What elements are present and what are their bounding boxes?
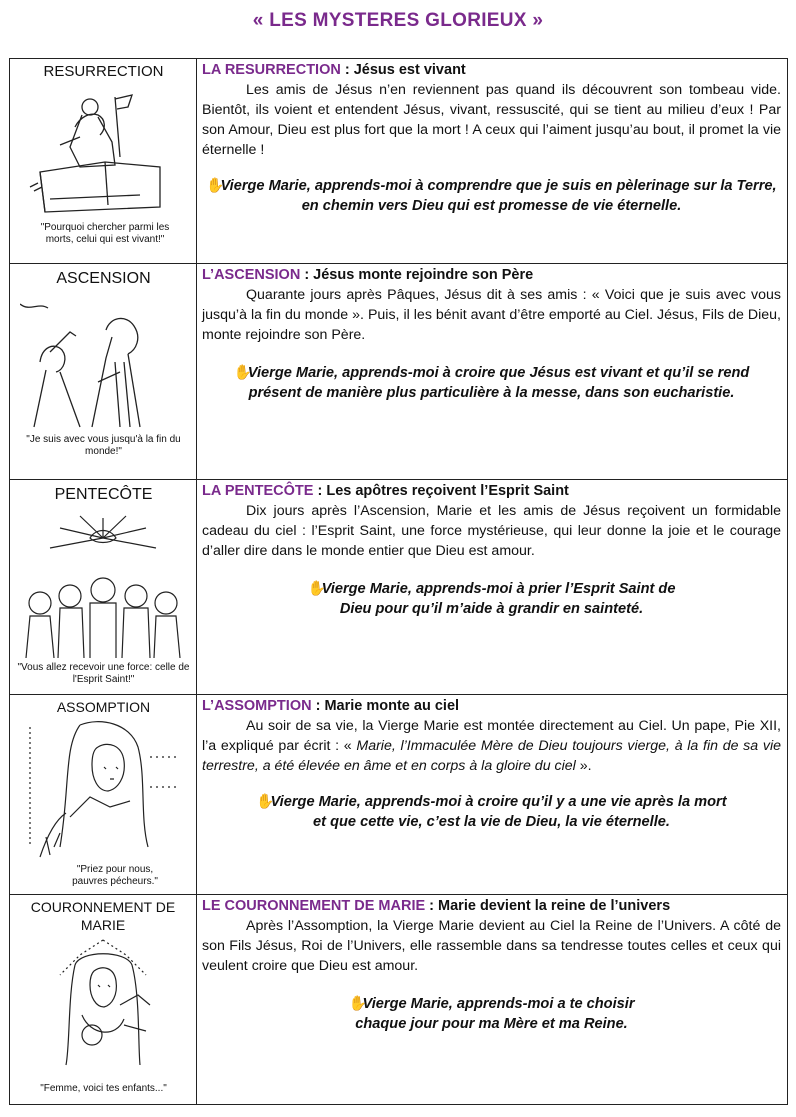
praying-hands-icon: ✋	[348, 996, 367, 1012]
pentecost-illustration	[20, 508, 187, 658]
body-plain: Au soir de sa vie, la Vierge Marie est montée directement au Ciel. Un pape, Pie XII, l’a expliqué par écrit : «	[202, 718, 781, 754]
image-caption: "Femme, voici tes enfants..."	[40, 1083, 167, 1094]
mystery-body: Après l’Assomption, la Vierge Marie devient au Ciel la Reine de l’Univers. A côté de son Fils Jésus, Roi de l’Univers, elle rassemble dans sa tendresse toutes celles et ceux qui veulent croire que Dieu est amour.	[202, 918, 781, 974]
image-caption: "Pourquoi chercher parmi les morts, celui qui est vivant!"	[40, 222, 170, 245]
mystery-subtitle: : Les apôtres reçoivent l’Esprit Saint	[313, 483, 569, 499]
mystery-prayer	[202, 579, 781, 619]
praying-hands-icon: ✋	[307, 581, 326, 597]
text-cell	[198, 695, 787, 894]
mystery-row-pentecost	[10, 480, 787, 695]
mystery-row-assumption	[10, 695, 787, 895]
mystery-subtitle: : Jésus monte rejoindre son Père	[300, 267, 534, 283]
page-title: « LES MYSTERES GLORIEUX »	[252, 10, 544, 31]
mystery-row-resurrection	[10, 59, 787, 264]
mystery-body	[202, 716, 781, 776]
image-caption: "Priez pour nous, pauvres pécheurs."	[72, 864, 158, 887]
image-cell	[10, 480, 197, 694]
image-cell	[10, 695, 197, 894]
mystery-prayer	[202, 994, 781, 1034]
image-cell	[10, 59, 197, 263]
ascension-illustration	[20, 292, 187, 430]
text-cell	[198, 480, 787, 694]
mystery-subtitle: : Jésus est vivant	[340, 62, 466, 78]
mystery-heading	[202, 266, 781, 285]
mystery-body: Les amis de Jésus n’en reviennent pas quand ils découvrent son tombeau vide. Bientôt, ils voient et entendent Jésus, vivant, ressuscité, qui se tient au milieu d’eux ! Par son Amour, Dieu est plus fort que la mort ! A ceux qui l’aiment jusqu’au bout, il promet la vie éternelle !	[202, 82, 781, 158]
mystery-row-coronation	[10, 895, 787, 1104]
image-title: ASSOMPTION	[56, 699, 151, 715]
mystery-title: L’ASCENSION	[202, 267, 301, 283]
assumption-illustration	[20, 717, 187, 859]
mystery-subtitle: : Marie devient la reine de l’univers	[425, 898, 671, 914]
mystery-title: L’ASSOMPTION	[202, 698, 312, 714]
mysteries-table	[9, 58, 788, 1105]
image-title: ASCENSION	[56, 270, 151, 287]
image-title: PENTECÔTE	[54, 486, 153, 503]
prayer-text: Vierge Marie, apprends-moi a te choisir chaque jour pour ma Mère et ma Reine.	[355, 996, 635, 1032]
image-cell	[10, 895, 197, 1104]
mystery-heading	[202, 61, 781, 80]
mystery-subtitle: : Marie monte au ciel	[311, 698, 460, 714]
image-caption: "Vous allez recevoir une force: celle de l'Esprit Saint!"	[17, 662, 190, 685]
text-cell	[198, 895, 787, 1104]
mystery-heading	[202, 482, 781, 501]
praying-hands-icon: ✋	[233, 365, 252, 381]
mystery-body: Dix jours après l’Ascension, Marie et les amis de Jésus reçoivent un formidable cadeau du ciel : l’Esprit Saint, une force mystérieuse, qui leur donne la joie et le courage d’aller dire dans le monde entier que Dieu est amour.	[202, 503, 781, 559]
resurrection-illustration	[20, 87, 187, 217]
prayer-text: Vierge Marie, apprends-moi à croire qu’il y a une vie après la mort et que cette vie, c’est la vie de Dieu, la vie éternelle.	[270, 794, 727, 830]
text-cell	[198, 59, 787, 263]
text-cell	[198, 264, 787, 479]
image-cell	[10, 264, 197, 479]
prayer-text: Vierge Marie, apprends-moi à croire que Jésus est vivant et qu’il se rend présent de manière plus particulière à la messe, dans son eucharistie.	[247, 365, 750, 401]
mystery-row-ascension	[10, 264, 787, 480]
mystery-prayer	[202, 363, 781, 403]
image-title: RESURRECTION	[43, 63, 164, 80]
mystery-title: LA PENTECÔTE	[202, 483, 314, 499]
praying-hands-icon: ✋	[206, 178, 225, 194]
praying-hands-icon: ✋	[256, 794, 275, 810]
mystery-title: LE COURONNEMENT DE MARIE	[202, 898, 426, 914]
body-quote: Marie, l’Immaculée Mère de Dieu toujours vierge, à la fin de sa vie terrestre, a été élevée en âme et en corps à la gloire du ciel	[202, 738, 781, 774]
mystery-prayer	[202, 176, 781, 216]
coronation-illustration	[20, 935, 187, 1070]
mystery-prayer	[202, 792, 781, 832]
image-title: COURONNEMENT DE MARIE	[30, 899, 176, 933]
image-caption: "Je suis avec vous jusqu'à la fin du monde!"	[26, 434, 181, 457]
prayer-text: Vierge Marie, apprends-moi à prier l’Esprit Saint de Dieu pour qu’il m’aide à grandir en sainteté.	[321, 581, 676, 617]
mystery-heading	[202, 697, 781, 716]
mystery-title: LA RESURRECTION	[202, 62, 341, 78]
prayer-text: Vierge Marie, apprends-moi à comprendre que je suis en pèlerinage sur la Terre, en chemin vers Dieu qui est promesse de vie éternelle.	[220, 178, 777, 214]
body-end: ».	[575, 758, 592, 774]
mystery-heading	[202, 897, 781, 916]
mystery-body: Quarante jours après Pâques, Jésus dit à ses amis : « Voici que je suis avec vous jusqu’à la fin du monde ». Puis, il les bénit avant d’être emporté au Ciel. Jésus, Fils de Dieu, monte rejoindre son Père.	[202, 287, 781, 343]
